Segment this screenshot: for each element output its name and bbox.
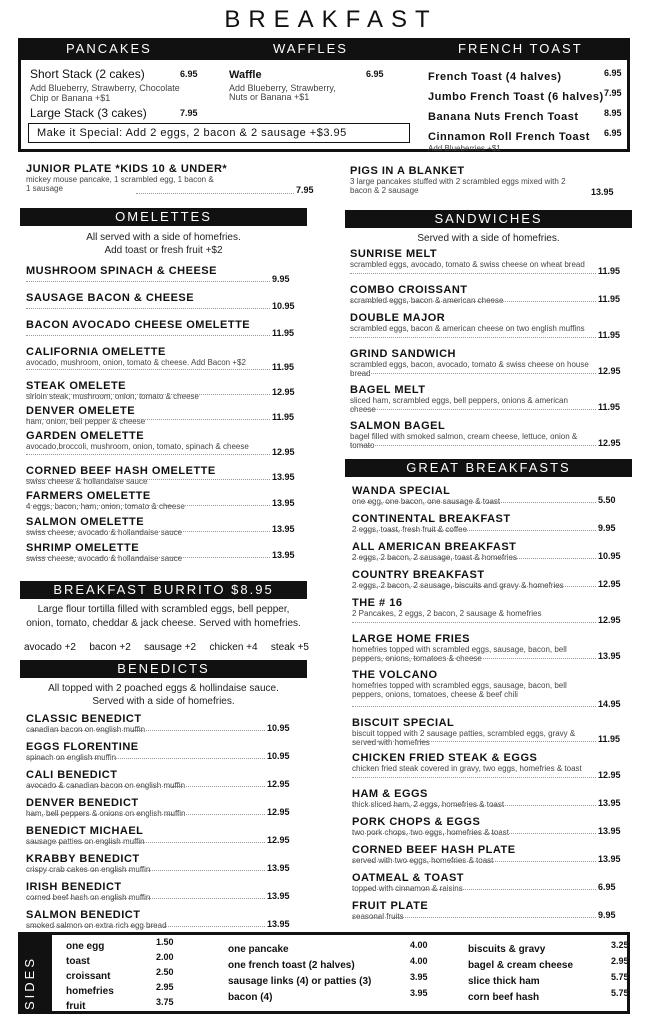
leader-dots <box>350 273 596 274</box>
item-desc: chicken fried steak covered in gravy, two eggs, homefries & toast <box>352 764 582 773</box>
item-name: KRABBY BENEDICT <box>26 853 140 865</box>
menu-item <box>352 872 622 900</box>
item-price: 12.95 <box>598 770 621 780</box>
leader-dots <box>26 531 270 532</box>
leader-dots <box>352 586 596 587</box>
sides-col-1 <box>66 936 176 1011</box>
menu-item <box>26 265 296 292</box>
item-name: CLASSIC BENEDICT <box>26 713 142 725</box>
item-desc: homefries topped with scrambled eggs, sausage, bacon, bell peppers, onions, tomatoes & cheese <box>352 645 567 663</box>
item-desc: sirloin steak, mushroom, onion, tomato & cheese <box>26 392 199 401</box>
leader-dots <box>352 833 596 834</box>
item-name: DOUBLE MAJOR <box>350 312 446 324</box>
item-name: BISCUIT SPECIAL <box>352 717 455 729</box>
side-item <box>66 996 176 1011</box>
leader-dots <box>26 926 265 927</box>
menu-item <box>352 513 622 541</box>
side-price: 1.50 <box>156 937 174 947</box>
item-name: SHRIMP OMELETTE <box>26 542 140 554</box>
leader-dots <box>352 502 596 503</box>
item-price: 11.95 <box>598 266 621 276</box>
item-name: PIGS IN A BLANKET <box>350 165 465 177</box>
side-item <box>228 987 428 1003</box>
addon-bacon: bacon +2 <box>89 642 131 653</box>
menu-item <box>26 769 296 797</box>
menu-item <box>26 542 296 568</box>
item-price: 13.95 <box>267 863 290 873</box>
item-price: 13.95 <box>598 826 621 836</box>
menu-item <box>352 597 622 633</box>
benedicts-header: BENEDICTS <box>20 660 307 678</box>
item-name: OATMEAL & TOAST <box>352 872 464 884</box>
pancakes-header: PANCAKES <box>66 41 152 56</box>
item-price: 11.95 <box>598 402 621 412</box>
list-item <box>428 87 628 107</box>
item-desc: two pork chops, two eggs, homefries & toast <box>352 828 509 837</box>
addon-chicken: chicken +4 <box>209 642 258 653</box>
menu-item <box>352 788 622 816</box>
item-price: 14.95 <box>598 699 621 709</box>
item-price: 13.95 <box>272 550 295 560</box>
side-item <box>468 939 628 955</box>
menu-item <box>352 816 622 844</box>
item-price: 8.95 <box>604 108 622 118</box>
side-name: bagel & cream cheese <box>468 960 574 971</box>
leader-dots <box>26 454 270 455</box>
item-desc: sliced ham, scrambled eggs, bell peppers, onions & american cheese <box>350 396 568 414</box>
burrito-header: BREAKFAST BURRITO $8.95 <box>20 581 307 599</box>
omelettes-list <box>26 265 296 568</box>
leader-dots <box>26 394 270 395</box>
side-item <box>228 939 428 955</box>
side-price: 5.75 <box>611 972 629 982</box>
side-price: 4.00 <box>410 956 428 966</box>
side-item <box>468 955 628 971</box>
side-price: 3.25 <box>611 940 629 950</box>
leader-dots <box>350 373 596 374</box>
benedicts-list <box>26 713 296 937</box>
side-price: 2.00 <box>156 952 174 962</box>
item-desc: seasonal fruits <box>352 912 404 921</box>
menu-item <box>26 292 296 319</box>
leader-dots <box>26 786 265 787</box>
list-item <box>428 107 628 127</box>
burrito-addons <box>24 642 309 653</box>
item-desc: corned beef hash on english muffin <box>26 893 151 902</box>
item-name: CORNED BEEF HASH OMELETTE <box>26 465 216 477</box>
item-name: BACON AVOCADO CHEESE OMELETTE <box>26 319 251 331</box>
leader-dots <box>26 898 265 899</box>
waffle-desc: Add Blueberry, Strawberry, Nuts or Banana +$1 <box>229 83 336 102</box>
short-stack-name: Short Stack (2 cakes) <box>30 67 145 81</box>
side-item <box>66 951 176 966</box>
menu-item <box>26 881 296 909</box>
item-price: 12.95 <box>267 807 290 817</box>
french-toast-list <box>428 67 628 151</box>
leader-dots <box>350 337 596 338</box>
item-desc: spinach on english muffin <box>26 753 117 762</box>
item-desc: sausage patties on english muffin <box>26 837 145 846</box>
item-name: DENVER BENEDICT <box>26 797 139 809</box>
item-name: HAM & EGGS <box>352 788 428 800</box>
menu-item <box>350 348 622 384</box>
item-price: 12.95 <box>598 615 621 625</box>
menu-item <box>350 420 622 456</box>
side-price: 3.75 <box>156 997 174 1007</box>
item-price: 11.95 <box>272 328 295 338</box>
item-name: COMBO CROISSANT <box>350 284 468 296</box>
leader-dots <box>350 445 596 446</box>
item-price: 12.95 <box>267 835 290 845</box>
great-breakfasts-list <box>352 485 622 928</box>
leader-dots <box>352 558 596 559</box>
item-price: 12.95 <box>272 387 295 397</box>
item-name: COUNTRY BREAKFAST <box>352 569 485 581</box>
item-price: 7.95 <box>604 88 622 98</box>
side-item <box>228 955 428 971</box>
sandwiches-header: SANDWICHES <box>345 210 632 228</box>
item-name: SALMON BAGEL <box>350 420 446 432</box>
item-desc: 2 eggs, toast, fresh fruit & coffee <box>352 525 468 534</box>
item-price: 11.95 <box>598 734 621 744</box>
side-name: homefries <box>66 986 114 997</box>
omelettes-header: OMELETTES <box>20 208 307 226</box>
make-it-special: Make it Special: Add 2 eggs, 2 bacon & 2 sausage +$3.95 <box>28 123 410 143</box>
item-desc: scrambled eggs, bacon, avocado, tomato & swiss cheese on house bread <box>350 360 589 378</box>
menu-item <box>352 669 622 717</box>
page-title: BREAKFAST <box>224 6 438 33</box>
item-desc: ham, onion, bell pepper & cheese <box>26 417 146 426</box>
omelettes-note-2: Add toast or fresh fruit +$2 <box>104 245 223 256</box>
leader-dots <box>350 409 596 410</box>
burrito-desc-1: Large flour tortilla filled with scrambled eggs, bell pepper, <box>37 604 290 615</box>
leader-dots <box>26 335 270 336</box>
item-name: Jumbo French Toast (6 halves) <box>428 91 604 103</box>
item-name: SALMON BENEDICT <box>26 909 141 921</box>
side-name: one egg <box>66 941 105 952</box>
item-price: 12.95 <box>598 579 621 589</box>
item-price: 13.95 <box>591 187 614 197</box>
side-name: toast <box>66 956 90 967</box>
side-name: one french toast (2 halves) <box>228 960 355 971</box>
burrito-desc-2: onion, tomato, cheddar & jack cheese. Served with homefries. <box>26 618 301 629</box>
item-price: 9.95 <box>598 910 616 920</box>
item-desc: homefries topped with scrambled eggs, sausage, bacon, bell peppers, onions, tomatoes, cheese & beef chili <box>352 681 567 699</box>
side-name: corn beef hash <box>468 992 540 1003</box>
list-item <box>428 67 628 87</box>
side-name: fruit <box>66 1001 86 1012</box>
item-name: STEAK OMELETE <box>26 380 127 392</box>
item-price: 6.95 <box>598 882 616 892</box>
leader-dots <box>26 758 265 759</box>
item-name: DENVER OMELETE <box>26 405 136 417</box>
menu-item <box>350 248 622 284</box>
leader-dots <box>352 658 596 659</box>
item-price: 13.95 <box>272 498 295 508</box>
item-name: JUNIOR PLATE *KIDS 10 & UNDER* <box>26 163 228 175</box>
item-price: 12.95 <box>598 366 621 376</box>
item-desc: thick sliced ham, 2 eggs, homefries & toast <box>352 800 505 809</box>
item-name: CALIFORNIA OMELETTE <box>26 346 166 358</box>
item-price: 5.50 <box>598 495 616 505</box>
menu-item <box>352 752 622 788</box>
leader-dots <box>352 861 596 862</box>
leader-dots <box>26 814 265 815</box>
item-price: 9.95 <box>598 523 616 533</box>
leader-dots <box>352 917 596 918</box>
item-name: CORNED BEEF HASH PLATE <box>352 844 516 856</box>
item-desc: Add Blueberries +$1 <box>428 144 501 153</box>
item-desc: mickey mouse pancake, 1 scrambled egg, 1 bacon & 1 sausage <box>26 175 214 193</box>
leader-dots <box>26 505 270 506</box>
side-price: 2.95 <box>611 956 629 966</box>
side-name: slice thick ham <box>468 976 540 987</box>
junior-plate <box>26 163 314 195</box>
top-header-bar <box>18 38 630 60</box>
item-desc: avocado & canadian bacon on english muffin <box>26 781 186 790</box>
side-name: biscuits & gravy <box>468 944 546 955</box>
addon-sausage: sausage +2 <box>144 642 197 653</box>
side-price: 2.50 <box>156 967 174 977</box>
large-stack-name: Large Stack (3 cakes) <box>30 106 147 120</box>
menu-item <box>26 853 296 881</box>
menu-item <box>26 490 296 516</box>
item-price: 12.95 <box>272 447 295 457</box>
item-desc: avocado,broccoli, mushroom, onion, tomato, spinach & cheese <box>26 442 249 451</box>
waffle-name: Waffle <box>229 69 262 81</box>
item-desc: one egg, one bacon, one sausage & toast <box>352 497 501 506</box>
menu-item <box>26 405 296 430</box>
item-price: 10.95 <box>598 551 621 561</box>
leader-dots <box>352 777 596 778</box>
side-item <box>66 936 176 951</box>
item-name: SUNRISE MELT <box>350 248 438 260</box>
side-item <box>66 966 176 981</box>
side-price: 5.75 <box>611 988 629 998</box>
addon-avocado: avocado +2 <box>24 642 76 653</box>
leader-dots <box>26 870 265 871</box>
item-name: SAUSAGE BACON & CHEESE <box>26 292 195 304</box>
item-price: 13.95 <box>272 524 295 534</box>
item-name: BAGEL MELT <box>350 384 426 396</box>
side-item <box>468 987 628 1003</box>
menu-item <box>26 741 296 769</box>
omelettes-note-1: All served with a side of homefries. <box>86 232 241 243</box>
item-price: 12.95 <box>267 779 290 789</box>
item-name: IRISH BENEDICT <box>26 881 122 893</box>
pigs-in-a-blanket <box>350 165 620 195</box>
menu-item <box>26 825 296 853</box>
item-desc: swiss cheese & hollandaise sauce <box>26 477 148 486</box>
item-name: THE # 16 <box>352 597 403 609</box>
menu-item <box>26 713 296 741</box>
leader-dots <box>26 842 265 843</box>
item-price: 13.95 <box>598 651 621 661</box>
item-desc: 4 eggs, bacon, ham, onion, tomato & cheese <box>26 502 185 511</box>
item-name: CALI BENEDICT <box>26 769 118 781</box>
item-name: SALMON OMELETTE <box>26 516 145 528</box>
item-name: EGGS FLORENTINE <box>26 741 139 753</box>
item-name: GRIND SANDWICH <box>350 348 456 360</box>
sides-label: SIDES <box>22 955 37 1010</box>
side-name: sausage links (4) or patties (3) <box>228 976 372 987</box>
side-price: 3.95 <box>410 972 428 982</box>
leader-dots <box>352 889 596 890</box>
item-price: 13.95 <box>267 919 290 929</box>
item-desc: crispy crab cakes on english muffin <box>26 865 151 874</box>
item-price: 11.95 <box>598 330 621 340</box>
item-price: 10.95 <box>267 751 290 761</box>
item-name: Cinnamon Roll French Toast <box>428 131 590 143</box>
item-price: 6.95 <box>604 68 622 78</box>
item-name: THE VOLCANO <box>352 669 438 681</box>
leader-dots <box>26 369 270 370</box>
item-price: 13.95 <box>272 472 295 482</box>
sides-col-2 <box>228 939 428 1003</box>
item-price: 13.95 <box>267 891 290 901</box>
item-price: 11.95 <box>272 412 295 422</box>
leader-dots <box>26 281 270 282</box>
item-price: 9.95 <box>272 274 290 284</box>
item-name: Banana Nuts French Toast <box>428 111 579 123</box>
item-name: GARDEN OMELETTE <box>26 430 145 442</box>
waffle-price: 6.95 <box>366 69 384 79</box>
french-toast-header: FRENCH TOAST <box>458 41 583 56</box>
item-desc: scrambled eggs, avocado, tomato & swiss cheese on wheat bread <box>350 260 585 269</box>
item-name: WANDA SPECIAL <box>352 485 451 497</box>
benedicts-note-2: Served with a side of homefries. <box>92 696 235 707</box>
item-desc: ham, bell peppers & onions on english muffin <box>26 809 186 818</box>
item-name: French Toast (4 halves) <box>428 71 562 83</box>
item-name: MUSHROOM SPINACH & CHEESE <box>26 265 217 277</box>
item-price: 13.95 <box>598 854 621 864</box>
item-name: CHICKEN FRIED STEAK & EGGS <box>352 752 538 764</box>
sides-col-3 <box>468 939 628 1003</box>
menu-item <box>26 430 296 465</box>
menu-item <box>26 516 296 542</box>
menu-item <box>26 319 296 346</box>
leader-dots <box>26 308 270 309</box>
item-desc: 2 eggs, 2 bacon, 2 sausage, biscuits and gravy & homefries <box>352 581 564 590</box>
leader-dots <box>352 530 596 531</box>
menu-item <box>350 384 622 420</box>
menu-item <box>26 797 296 825</box>
item-desc: 3 large pancakes stuffed with 2 scrambled eggs mixed with 2 bacon & 2 sausage <box>350 177 566 195</box>
sandwiches-list <box>350 248 622 456</box>
item-desc: served with two eggs, homefries & toast <box>352 856 494 865</box>
addon-steak: steak +5 <box>270 642 309 653</box>
leader-dots <box>350 301 596 302</box>
menu-item <box>352 900 622 928</box>
item-price: 7.95 <box>296 185 314 195</box>
side-name: croissant <box>66 971 111 982</box>
item-desc: 2 eggs, 2 bacon, 2 sausage, toast & homefries <box>352 553 517 562</box>
side-price: 4.00 <box>410 940 428 950</box>
leader-dots <box>352 741 596 742</box>
item-name: BENEDICT MICHAEL <box>26 825 144 837</box>
sandwiches-note: Served with a side of homefries. <box>417 233 560 244</box>
item-price: 10.95 <box>272 301 295 311</box>
item-desc: canadian bacon on english muffin <box>26 725 146 734</box>
item-price: 11.95 <box>598 294 621 304</box>
menu-item <box>350 312 622 348</box>
menu-item <box>26 380 296 405</box>
item-desc: swiss cheese, avocado & hollandaise sauce <box>26 554 183 563</box>
waffles-header: WAFFLES <box>273 41 348 56</box>
item-desc: 2 Pancakes, 2 eggs, 2 bacon, 2 sausage & homefries <box>352 609 542 618</box>
side-item <box>66 981 176 996</box>
benedicts-note-1: All topped with 2 poached eggs & hollindaise sauce. <box>48 683 279 694</box>
item-name: CONTINENTAL BREAKFAST <box>352 513 511 525</box>
leader-dots <box>352 622 596 623</box>
item-price: 11.95 <box>272 362 295 372</box>
side-name: bacon (4) <box>228 992 273 1003</box>
leader-dots <box>136 193 294 194</box>
side-price: 2.95 <box>156 982 174 992</box>
leader-dots <box>26 557 270 558</box>
menu-item <box>26 465 296 490</box>
menu-item <box>352 485 622 513</box>
item-name: FARMERS OMELETTE <box>26 490 151 502</box>
item-desc: topped with cinnamon & raisins <box>352 884 463 893</box>
item-price: 10.95 <box>267 723 290 733</box>
leader-dots <box>352 805 596 806</box>
great-breakfasts-header: GREAT BREAKFASTS <box>345 459 632 477</box>
item-desc: swiss cheese, avocado & hollandaise sauce <box>26 528 183 537</box>
item-name: FRUIT PLATE <box>352 900 429 912</box>
item-price: 12.95 <box>598 438 621 448</box>
menu-item <box>352 633 622 669</box>
item-desc: bagel filled with smoked salmon, cream cheese, lettuce, onion & tomato <box>350 432 578 450</box>
item-name: PORK CHOPS & EGGS <box>352 816 481 828</box>
item-desc: smoked salmon on extra rich egg bread <box>26 921 167 930</box>
item-desc: scrambled eggs, bacon & american cheese on two english muffins <box>350 324 585 333</box>
leader-dots <box>26 419 270 420</box>
item-price: 6.95 <box>604 128 622 138</box>
leader-dots <box>26 479 270 480</box>
item-desc: avocado, mushroom, onion, tomato & cheese. Add Bacon +$2 <box>26 358 246 367</box>
short-stack-desc: Add Blueberry, Strawberry, Chocolate Chip or Banana +$1 <box>30 83 180 103</box>
side-item <box>468 971 628 987</box>
leader-dots <box>352 706 596 707</box>
menu-item <box>352 717 622 752</box>
menu-item <box>352 541 622 569</box>
menu-item <box>352 569 622 597</box>
side-item <box>228 971 428 987</box>
large-stack-price: 7.95 <box>180 108 198 118</box>
side-price: 3.95 <box>410 988 428 998</box>
menu-item <box>350 284 622 312</box>
menu-item <box>352 844 622 872</box>
item-desc: scrambled eggs, bacon & american cheese <box>350 296 504 305</box>
item-desc: biscuit topped with 2 sausage patties, scrambled eggs, gravy & served with homefries <box>352 729 576 747</box>
leader-dots <box>26 730 265 731</box>
item-name: LARGE HOME FRIES <box>352 633 471 645</box>
side-name: one pancake <box>228 944 289 955</box>
list-item <box>428 127 628 151</box>
menu-item <box>26 346 296 380</box>
item-price: 13.95 <box>598 798 621 808</box>
item-name: ALL AMERICAN BREAKFAST <box>352 541 517 553</box>
short-stack-price: 6.95 <box>180 69 198 79</box>
